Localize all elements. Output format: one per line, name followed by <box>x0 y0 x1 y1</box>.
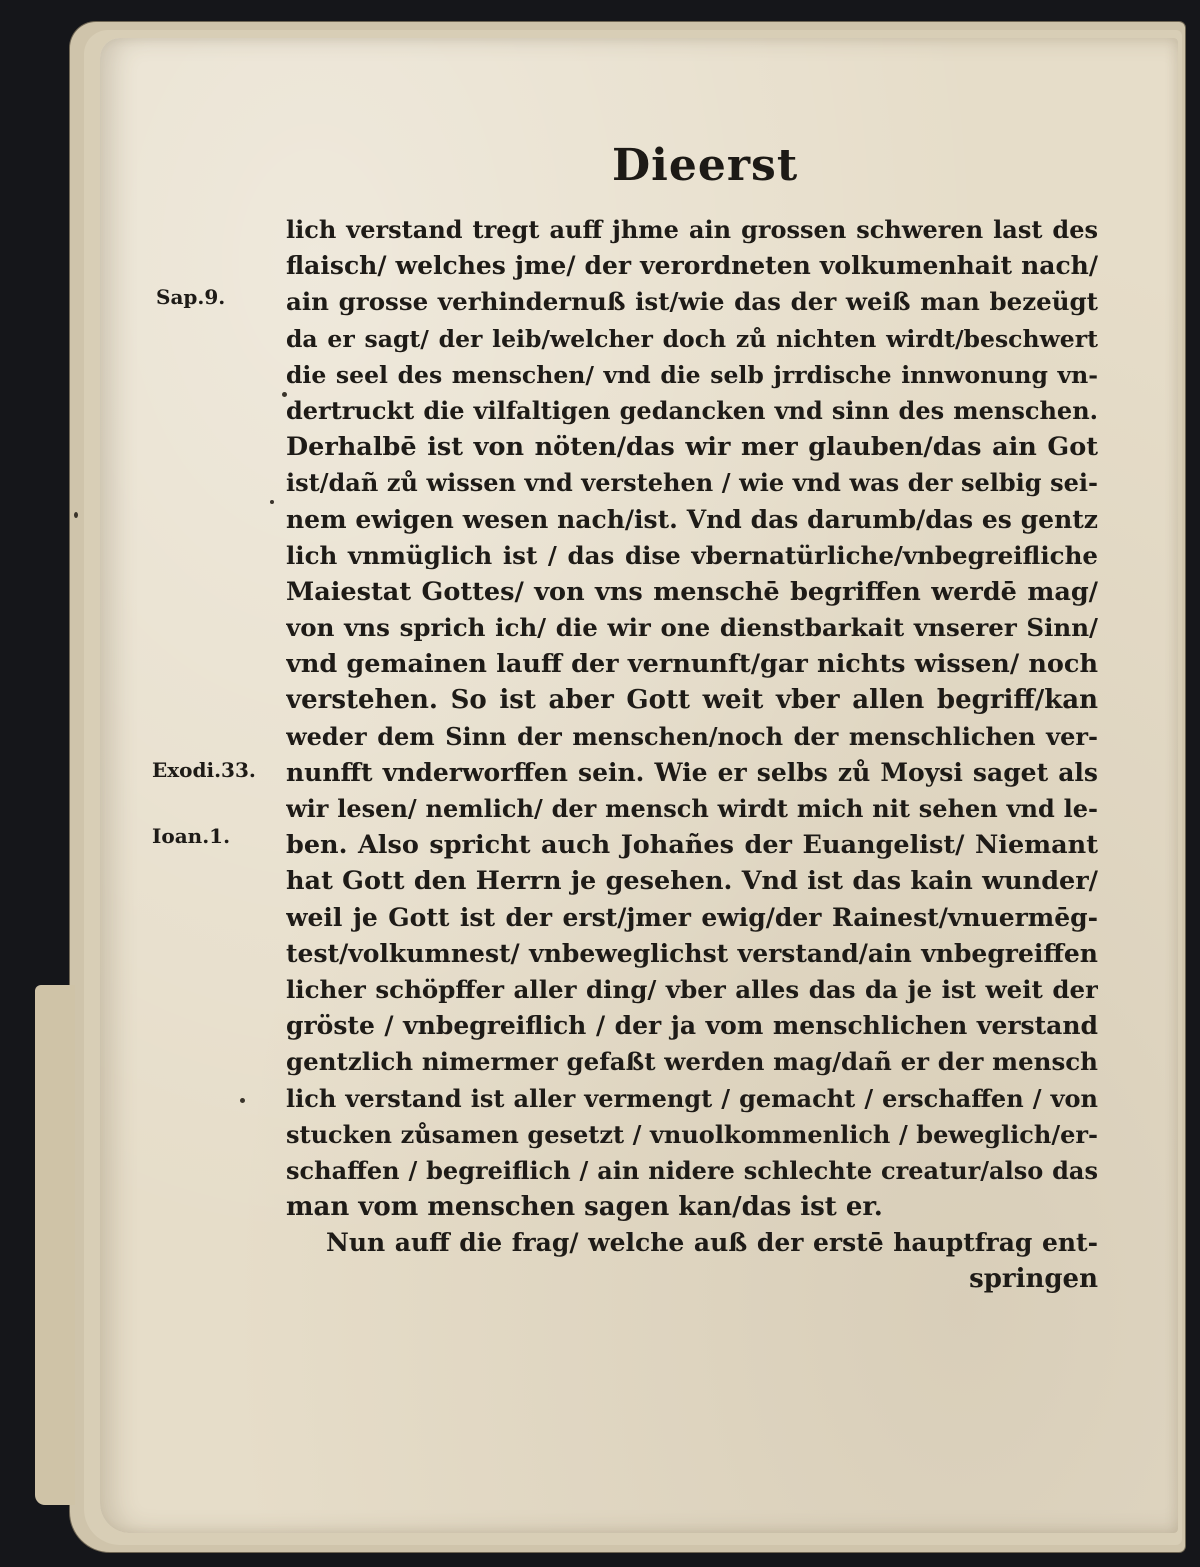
text-line: gröste / vnbegreiflich / der ja vom menschlichen verstand <box>286 1011 1098 1041</box>
paper-tab <box>35 985 75 1505</box>
text-line: lich verstand tregt auff jhme ain grossen schweren last des <box>286 215 1098 244</box>
body-text <box>286 212 1098 1298</box>
text-line: ist/dañ zů wissen vnd verstehen / wie vnd was der selbig sei- <box>286 468 1098 498</box>
catchword: springen <box>969 1264 1098 1295</box>
text-line: gentzlich nimermer gefaßt werden mag/dañ er der mensch <box>286 1047 1098 1077</box>
text-line: die seel des menschen/ vnd die selb jrrdische innwonung vn- <box>286 360 1098 389</box>
text-line: lich vnmüglich ist / das dise vbernatürliche/vnbegreifliche <box>286 540 1098 570</box>
marginal-note: Exodi.33. <box>152 758 256 782</box>
text-line: wir lesen/ nemlich/ der mensch wirdt mich nit sehen vnd le- <box>286 794 1098 823</box>
text-line: ben. Also spricht auch Johañes der Euangelist/ Niemant <box>286 830 1098 861</box>
text-line: von vns sprich ich/ die wir one dienstbarkait vnserer Sinn/ <box>286 613 1098 643</box>
text-line: weder dem Sinn der menschen/noch der menschlichen ver- <box>286 721 1098 751</box>
text-line: verstehen. So ist aber Gott weit vber allen begriff/kan <box>286 685 1098 716</box>
text-line: Nun auff die frag/ welche auß der erstē hauptfrag ent- <box>326 1228 1098 1258</box>
text-line: nem ewigen wesen nach/ist. Vnd das darumb/das es gentz <box>286 504 1098 534</box>
page-heading: Dieerst <box>612 140 799 191</box>
marginal-note: Ioan.1. <box>152 824 231 848</box>
ink-speck <box>240 1098 245 1103</box>
text-line: stucken zůsamen gesetzt / vnuolkommenlich / beweglich/er- <box>286 1119 1098 1149</box>
text-line: licher schöpffer aller ding/ vber alles das da je ist weit der <box>286 974 1098 1004</box>
text-line: ain grosse verhindernuß ist/wie das der weiß man bezeügt <box>286 287 1098 317</box>
ink-speck <box>270 500 274 504</box>
text-line: weil je Gott ist der erst/jmer ewig/der Rainest/vnuermēg- <box>286 902 1098 932</box>
text-line: vnd gemainen lauff der vernunft/gar nichts wissen/ noch <box>286 649 1098 680</box>
text-line: schaffen / begreiflich / ain nidere schlechte creatur/also das <box>286 1155 1098 1185</box>
ink-speck <box>74 512 78 518</box>
text-line: flaisch/ welches jme/ der verordneten volkumenhait nach/ <box>286 251 1098 281</box>
marginal-note: Sap.9. <box>156 285 226 309</box>
text-line: dertruckt die vilfaltigen gedancken vnd sinn des menschen. <box>286 395 1098 425</box>
text-line: da er sagt/ der leib/welcher doch zů nichten wirdt/beschwert <box>286 324 1098 353</box>
text-line: hat Gott den Herrn je gesehen. Vnd ist das kain wunder/ <box>286 866 1098 897</box>
text-line: test/volkumnest/ vnbeweglichst verstand/ain vnbegreiffen <box>286 938 1098 968</box>
ink-speck <box>282 392 287 397</box>
text-line: nunfft vnderworffen sein. Wie er selbs zů Moysi saget als <box>286 757 1098 787</box>
text-line: Maiestat Gottes/ von vns menschē begriffen werdē mag/ <box>286 576 1098 607</box>
text-line: Derhalbē ist von nöten/das wir mer glauben/das ain Got <box>286 432 1098 463</box>
text-line: lich verstand ist aller vermengt / gemacht / erschaffen / von <box>286 1083 1098 1113</box>
text-line: man vom menschen sagen kan/das ist er. <box>286 1192 883 1223</box>
